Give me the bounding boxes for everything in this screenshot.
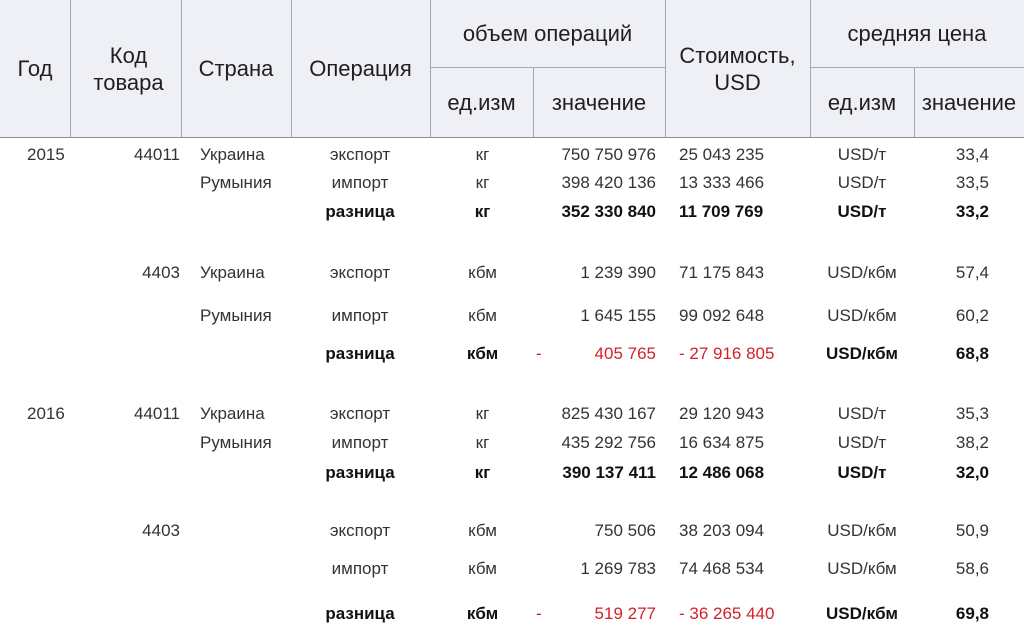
price-cell: 57,4 [955, 263, 989, 282]
cost-cell: 25 043 235 [679, 145, 765, 164]
year-cell: 2016 [27, 404, 65, 423]
country-cell: Румыния [200, 173, 272, 192]
operation-cell: разница [325, 344, 395, 363]
country-cell: Украина [200, 263, 265, 282]
price-unit-cell: USD/т [837, 404, 887, 423]
volume-sign: - [536, 344, 542, 363]
volume-sign: - [536, 604, 542, 623]
header-price-group: средняя цена [847, 21, 987, 46]
header-volume-group: объем операций [462, 21, 633, 46]
price-unit-cell: USD/т [837, 463, 887, 482]
operation-cell: разница [325, 463, 395, 482]
operation-cell: импорт [331, 306, 389, 325]
volume-cell: 390 137 411 [562, 463, 656, 482]
price-cell: 58,6 [955, 559, 989, 578]
price-unit-cell: USD/кбм [827, 306, 897, 325]
price-cell: 68,8 [955, 344, 989, 363]
price-cell: 33,2 [955, 202, 989, 221]
cost-cell: 29 120 943 [679, 404, 765, 423]
volume-cell: 825 430 167 [561, 404, 656, 423]
code-cell: 4403 [142, 263, 180, 282]
header-divider [70, 0, 71, 137]
cost-cell: 12 486 068 [679, 463, 765, 482]
price-cell: 60,2 [955, 306, 989, 325]
volume-cell: 519 277 [594, 604, 656, 623]
price-unit-cell: USD/кбм [827, 521, 897, 540]
header-cost: Стоимость, USD [679, 42, 796, 95]
price-cell: 33,5 [955, 173, 989, 192]
volume-cell: 750 506 [594, 521, 656, 540]
volume-cell: 1 645 155 [580, 306, 656, 325]
code-cell: 44011 [133, 145, 180, 164]
country-cell: Украина [200, 145, 265, 164]
price-cell: 32,0 [955, 463, 989, 482]
year-cell: 2015 [27, 145, 65, 164]
header-volume-unit: ед.изм [447, 90, 516, 115]
header-price-unit: ед.изм [827, 90, 897, 115]
price-unit-cell: USD/кбм [827, 559, 897, 578]
cost-cell: 13 333 466 [679, 173, 765, 192]
code-cell: 4403 [142, 521, 180, 540]
volume-cell: 1 239 390 [580, 263, 656, 282]
header-country: Страна [198, 56, 274, 81]
country-cell: Румыния [200, 306, 272, 325]
operation-cell: экспорт [329, 145, 391, 164]
code-cell: 44011 [133, 404, 180, 423]
header-operation: Операция [309, 56, 412, 81]
price-unit-cell: USD/кбм [826, 604, 898, 623]
unit-cell: кг [474, 202, 491, 221]
operation-cell: импорт [331, 173, 389, 192]
header-product-code: Код товара [93, 42, 164, 95]
price-cell: 35,3 [955, 404, 989, 423]
unit-cell: кбм [466, 344, 499, 363]
price-cell: 69,8 [955, 604, 989, 623]
volume-cell: 405 765 [594, 344, 656, 363]
unit-cell: кг [475, 173, 490, 192]
unit-cell: кг [474, 463, 491, 482]
volume-cell: 398 420 136 [561, 173, 656, 192]
unit-cell: кбм [466, 604, 499, 623]
price-unit-cell: USD/кбм [826, 344, 898, 363]
operation-cell: разница [325, 604, 395, 623]
operation-cell: импорт [331, 559, 389, 578]
unit-cell: кг [475, 433, 490, 452]
unit-cell: кг [475, 404, 490, 423]
price-cell: 38,2 [955, 433, 989, 452]
cost-cell: - 36 265 440 [679, 604, 775, 623]
volume-cell: 750 750 976 [561, 145, 656, 164]
header-divider [665, 0, 666, 137]
cost-cell: 38 203 094 [679, 521, 765, 540]
unit-cell: кбм [468, 521, 497, 540]
cost-cell: 71 175 843 [679, 263, 765, 282]
operation-cell: разница [325, 202, 395, 221]
cost-cell: 16 634 875 [679, 433, 765, 452]
volume-cell: 435 292 756 [561, 433, 656, 452]
country-cell: Румыния [200, 433, 272, 452]
operation-cell: импорт [331, 433, 389, 452]
operation-cell: экспорт [329, 404, 391, 423]
operation-cell: экспорт [329, 263, 391, 282]
price-unit-cell: USD/кбм [827, 263, 897, 282]
header-year: Год [17, 56, 53, 81]
price-cell: 50,9 [955, 521, 989, 540]
unit-cell: кбм [468, 559, 497, 578]
country-cell: Украина [200, 404, 265, 423]
cost-cell: 74 468 534 [679, 559, 765, 578]
price-cell: 33,4 [955, 145, 989, 164]
cost-cell: - 27 916 805 [679, 344, 775, 363]
cost-cell: 99 092 648 [679, 306, 765, 325]
operation-cell: экспорт [329, 521, 391, 540]
unit-cell: кбм [468, 306, 497, 325]
volume-cell: 352 330 840 [561, 202, 656, 221]
price-unit-cell: USD/т [837, 173, 887, 192]
volume-cell: 1 269 783 [580, 559, 656, 578]
header-volume-value: значение [551, 90, 647, 115]
cost-cell: 11 709 769 [679, 202, 764, 221]
price-unit-cell: USD/т [837, 145, 887, 164]
table-header [0, 0, 1024, 138]
unit-cell: кг [475, 145, 490, 164]
price-unit-cell: USD/т [837, 433, 887, 452]
unit-cell: кбм [468, 263, 497, 282]
header-price-value: значение [921, 90, 1017, 115]
price-unit-cell: USD/т [837, 202, 887, 221]
